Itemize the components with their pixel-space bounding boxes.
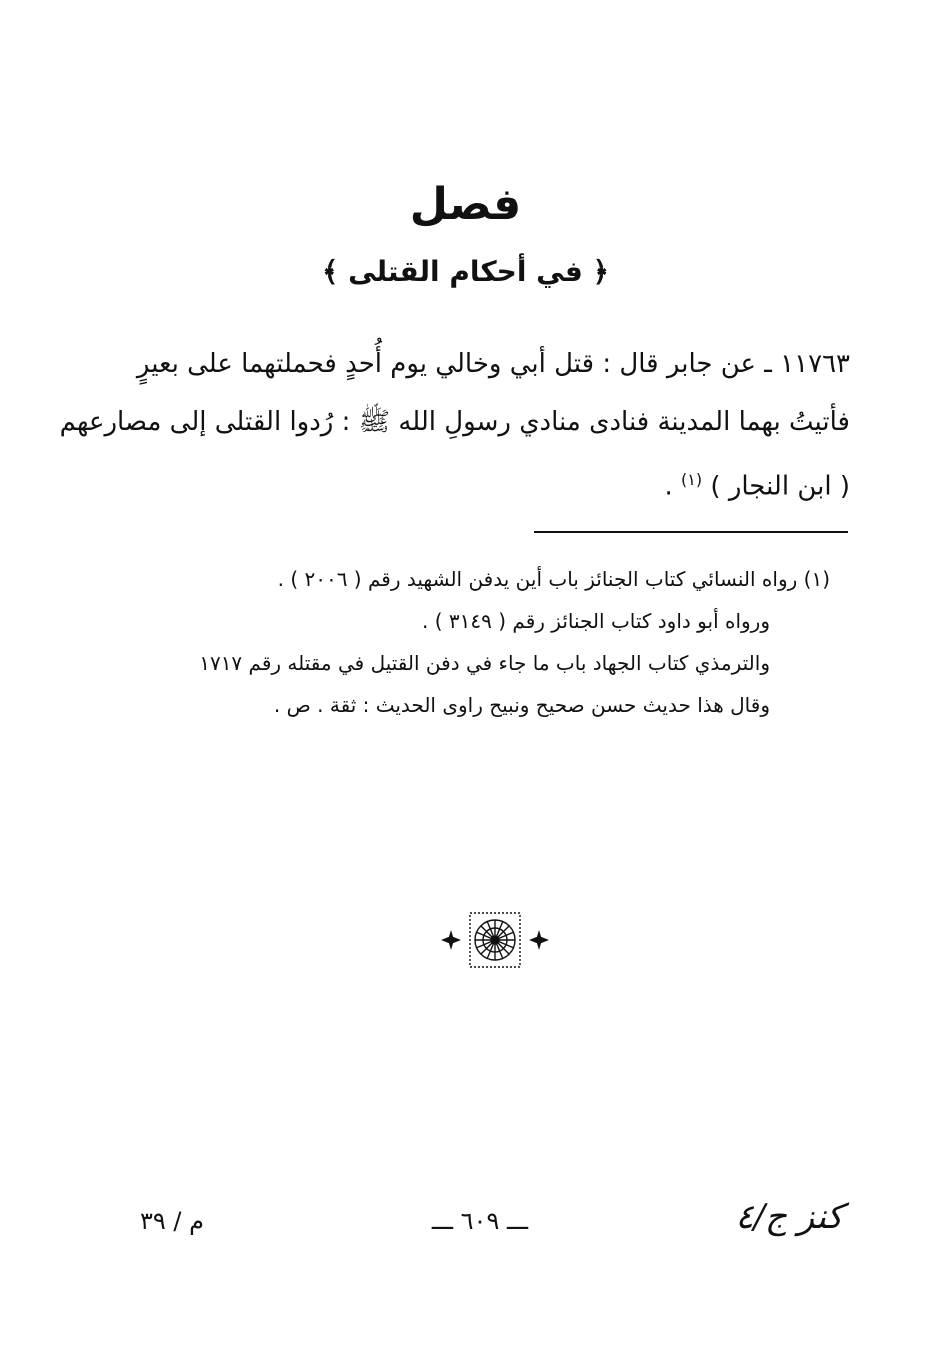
signature-mark: م / ٣٩ xyxy=(140,1207,204,1235)
page-number: ـــ ٦٠٩ ـــ xyxy=(431,1207,529,1235)
footnote-separator xyxy=(534,531,848,533)
hadith-text xyxy=(59,335,850,516)
footnote-line-4: وقال هذا حديث حسن صحيح ونبيح راوى الحديث : ثقة . ص . xyxy=(273,693,770,717)
volume-label: كنز ج/٤ xyxy=(735,1197,843,1237)
footnote-line-3: والترمذي كتاب الجهاد باب ما جاء في دفن القتيل في مقتله رقم ١٧١٧ xyxy=(199,651,770,675)
hadith-line-3 xyxy=(140,451,850,516)
hadith-line-2: فأتيتُ بهما المدينة فنادى منادي رسولِ الله ﷺ : رُدوا القتلى إلى مصارعهم xyxy=(59,407,850,437)
hadith-source: ( ابن النجار ) xyxy=(710,471,850,502)
right-star-icon xyxy=(529,930,549,950)
footnote-reference: (١) xyxy=(681,470,703,489)
footnotes xyxy=(140,558,830,726)
footnote-line-2: ورواه أبو داود كتاب الجنائز رقم ( ٣١٤٩ ) . xyxy=(422,609,770,633)
ornament-divider xyxy=(430,905,560,975)
section-title: فصل xyxy=(409,179,522,230)
page-footer xyxy=(0,1195,931,1265)
hadith-line-1: ١١٧٦٣ ـ عن جابر قال : قتل أبي وخالي يوم أُحدٍ فحملتهما على بعيرٍ xyxy=(136,349,850,379)
footnote-line-1: (١) رواه النسائي كتاب الجنائز باب أين يدفن الشهيد رقم ( ٢٠٠٦ ) . xyxy=(277,567,830,591)
rosette-icon xyxy=(470,913,520,967)
section-subtitle: ﴿ في أحكام القتلى ﴾ xyxy=(321,255,609,288)
left-star-icon xyxy=(441,930,461,950)
hadith-end-mark: . xyxy=(664,471,673,502)
